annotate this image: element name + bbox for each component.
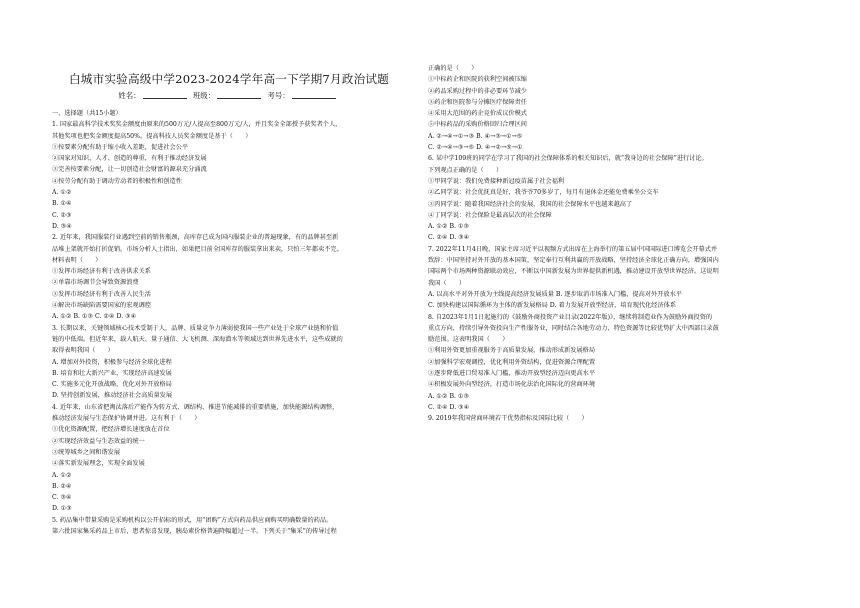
text-line: ③统筹城乡之间和谐发展 xyxy=(52,448,121,456)
page-title: 白城市实验高级中学2023-2024学年高一下学期7月政治试题 xyxy=(69,72,389,86)
text-line: ②单靠市场调节会导致资源浪费 xyxy=(52,279,139,287)
text-line: ①利用外资更加重视服务于高质量发展，推动形成新发展格局 xyxy=(428,347,596,355)
text-line: 4. 近年来，山东省把淘汰落后产能作为转方式、调结构、推进节能减排的重要措施，加快能源结构调整， xyxy=(52,403,339,411)
text-line: ①甲同学说：我们免费接种新冠疫苗属于社会福利 xyxy=(428,177,565,185)
text-line: ④采用大范围的药企竞价成议价模式 xyxy=(428,110,527,118)
text-line: 其他奖项也把奖金额度提高50%。提高科技人员奖金额度是基于（ ） xyxy=(52,132,252,140)
text-line: C. 实施多元化开放战略，优化对外开放格局 xyxy=(52,381,172,389)
text-line: ②乙同学说：社会优抚真是好，我爷爷70多岁了，每月有退休金还能免费乘坐公交车 xyxy=(428,189,659,197)
text-line: ②国家对知识、人才、创造的尊重，有利于推动经济发展 xyxy=(52,155,207,163)
text-line: 下列观点正确的是（ ） xyxy=(428,166,503,174)
text-line: A. ①② xyxy=(52,471,72,479)
text-line: ④积极发展外向型经济，打造市场化法治化国际化的营商环境 xyxy=(428,381,596,389)
text-line: ④按劳分配有助于调动劳动者的积极性和创造性 xyxy=(52,177,182,185)
text-line: D. 坚持创新发展，推动经济社会高质量发展 xyxy=(52,392,173,400)
text-line: 7. 2022年11月4日晚，国家主席习近平以视频方式出席在上海举行的第五届中国国际进口博览会开幕式并 xyxy=(428,245,718,253)
text-line: ③逐步降低进口贸易准入门槛，推动开放型经济迈向更高水平 xyxy=(428,370,596,378)
text-line: C. ②④ D. ③④ xyxy=(428,403,470,411)
text-line: 8. 自2023年1月1日起施行的《鼓励外商投资产业目录(2022年版)》，继续将制造业作为鼓励外商投资的 xyxy=(428,313,713,321)
text-line: ④落实新发展理念，实现全面发展 xyxy=(52,460,145,468)
text-line: 推动经济发展与生态保护协调并进。这有利于（ ） xyxy=(52,415,201,423)
name-label: 姓名： xyxy=(118,91,141,100)
left-column xyxy=(52,108,414,537)
text-line: 3. 长期以来，关键领域核心技术受制于人，品牌、质量竞争力薄弱使我国一些产业处于全球产业链和价值 xyxy=(52,324,339,332)
exam-no-blank[interactable] xyxy=(292,91,336,99)
text-line: A. 以高水平对外开放为主线提高经济发展质量 B. 逐步取消市场准入门槛，提高对外开放水平 xyxy=(428,290,682,298)
text-line: 2. 近年来，我国服装行业遇到空前的销售瓶颈，高库存已成为国内服装企业的普遍现象，有的品牌甚至新 xyxy=(52,234,339,242)
text-line: ③药企和医院参与分摊医疗保障责任 xyxy=(428,98,527,106)
text-line: ①中标药企和医院的获利空间被压缩 xyxy=(428,76,527,84)
text-line: 重点方向，持续引导外资投向生产性服务业，同时结合各地劳动力、特色资源等比较优势扩大中西部目录鼓 xyxy=(428,324,719,332)
text-line: 正确的是（ ） xyxy=(428,65,478,72)
text-line: ④丁同学说：社会保险是最高层次的社会保障 xyxy=(428,211,552,219)
text-line: D. ①③ xyxy=(52,505,72,513)
text-line: A. 增加对外投资，积极参与经济全球化进程 xyxy=(52,358,172,366)
text-line: A. ①② B. ①③ C. ②④ D. ③④ xyxy=(52,313,137,321)
text-line: ③完善按要素分配，让一切创造社会财富的源泉充分涌流 xyxy=(52,166,207,174)
text-line: 励范围。这表明我国（ ） xyxy=(428,336,509,344)
text-line: C. 加快构建以国际循环为主体的新发展格局 D. 着力发展开放型经济，培育现代化经济体系 xyxy=(428,302,677,310)
text-line: 品堆上架就开始打折促销。市场分析人士指出，如果把目前全国库存的服装拿出来卖，只怕三年都卖不完。 xyxy=(52,245,343,253)
text-line: ③发挥市场经济有利于改善人民生活 xyxy=(52,290,151,298)
text-line: 材料表明（ ） xyxy=(52,256,102,264)
text-line: ②加强科学宏观调控，优化利用外资结构，促进资源合理配置 xyxy=(428,358,596,366)
text-line: ①按要素分配有助于缩小收入差距，促进社会公平 xyxy=(52,143,189,151)
text-line: 链的中低端。但近年来，载人航天、量子通信、大飞机测、深海潜水等领域达到世界先进水平，这些成就的 xyxy=(52,335,343,343)
text-line: D. ③④ xyxy=(52,222,72,230)
right-column xyxy=(428,63,820,425)
exam-no-label: 考号： xyxy=(267,91,290,100)
text-line: ③丙同学说：随着我国经济社会的发展，我国的社会保障水平也越来越高了 xyxy=(428,200,633,208)
text-line: A. ①② B. ①③ xyxy=(428,223,470,231)
text-line: ②实现经济效益与生态效益的统一 xyxy=(52,437,145,445)
text-line: 一、选择题（共15小题） xyxy=(52,110,122,117)
name-blank[interactable] xyxy=(143,91,187,99)
text-line: 我国（ ） xyxy=(428,279,466,287)
text-line: A. ②→④→①→③ B. ④→③→①→⑤ xyxy=(428,132,523,140)
text-line: C. ②③ xyxy=(52,211,72,219)
text-line: 国际两个市场两种资源联动效应，不断以中国新发展为世界提供新机遇，推动建设开放型世界经济。这说明 xyxy=(428,268,719,276)
text-line: C. ②→④→③→⑤ D. ④→②→⑤→① xyxy=(428,144,523,152)
text-line: ④解决市场缺陷需要国家的宏观调控 xyxy=(52,302,151,310)
text-line: A. ①② xyxy=(52,189,72,197)
text-line: 致辞：中国坚持对外开放的基本国策，坚定奉行互利共赢的开放战略，坚持经济全球化正确方向，增强国内 xyxy=(428,257,719,265)
student-info-row xyxy=(44,90,414,101)
text-line: 9. 2019年我国营商环境若干优势指标及国际比较（ ） xyxy=(428,415,588,423)
text-line: 6. 某中学109班的同学在学习了我国的社会保障体系的相关知识后，就“我身边的社会保障”进行讨论。 xyxy=(428,155,708,163)
class-label: 班级： xyxy=(192,91,216,100)
text-line: A. ①② B. ①③ xyxy=(428,392,470,400)
text-line: B. ②④ xyxy=(52,482,72,490)
text-line: 第六批国家集采药品上市后，患者惊喜发现，胰岛素价格普遍降幅超过一半。下列关于“集采”的传导过程 xyxy=(52,527,337,535)
text-line: 5. 药品集中带量采购是采购机构以公开招标的形式，用“团购”方式向药品供应商购买明确数量的药品。 xyxy=(52,516,333,524)
text-line: 取得表明我国（ ） xyxy=(52,347,114,355)
text-line: 1. 国家最高科学技术奖奖金额度由原来的500万元/人提高至800万元/人，并且奖金全部授予获奖者个人， xyxy=(52,121,342,129)
text-line: ①优化资源配置，把经济增长速度放在首位 xyxy=(52,426,170,434)
class-blank[interactable] xyxy=(217,91,261,99)
text-line: ⑤中标药品的采购价格回归合理区间 xyxy=(428,121,527,129)
text-line: ②药品采购过程中的非必要环节减少 xyxy=(428,87,527,95)
text-line: ①发挥市场经济有利于改善供求关系 xyxy=(52,268,151,276)
text-line: C. ②④ D. ③④ xyxy=(428,234,470,242)
text-line: B. ①④ xyxy=(52,200,72,208)
text-line: C. ③④ xyxy=(52,494,72,502)
text-line: B. 培育和壮大新兴产业，实现经济高速发展 xyxy=(52,369,172,377)
